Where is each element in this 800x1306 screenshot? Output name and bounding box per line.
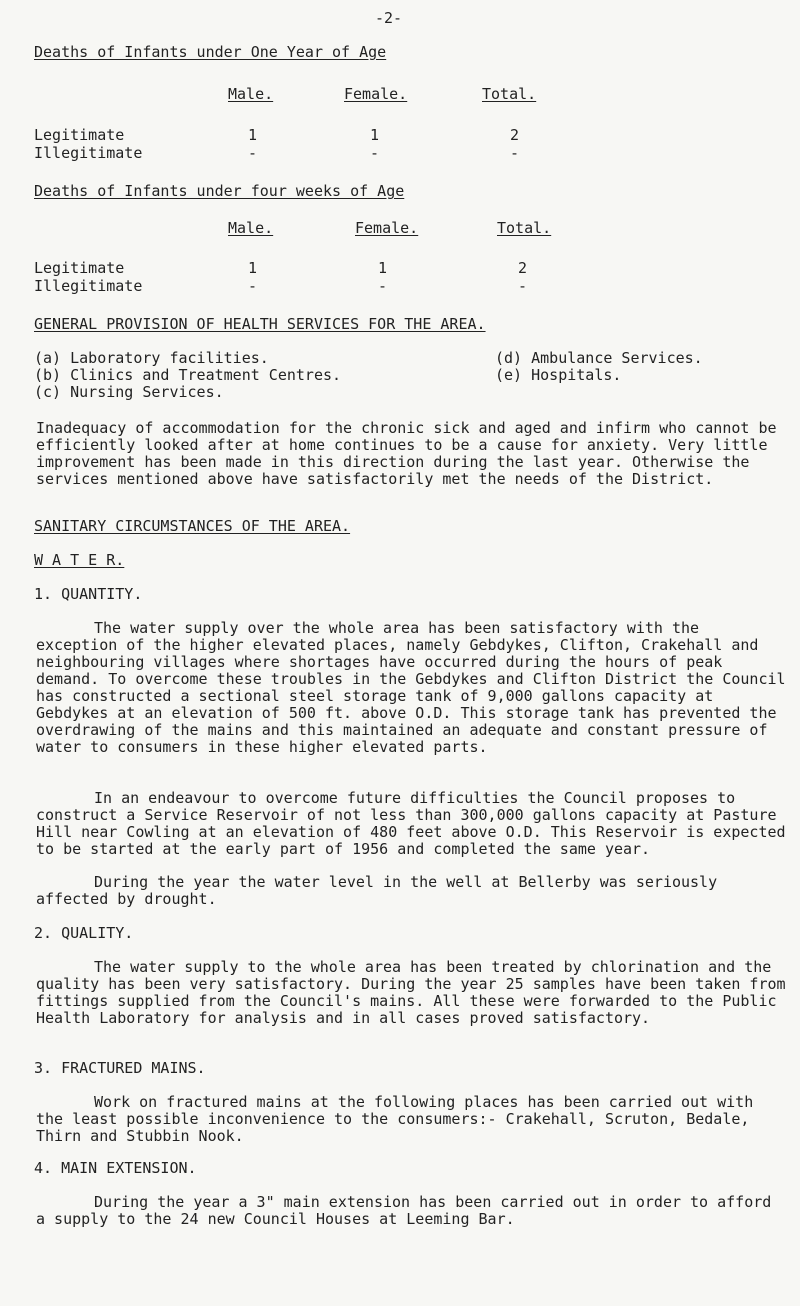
col-total: Total. — [497, 219, 552, 237]
row-female: 1 — [370, 126, 380, 144]
quantity-text-3: During the year the water level in the well at Bellerby was seriously affected by drought. — [36, 873, 718, 908]
row-total: 2 — [510, 126, 520, 144]
general-provision-heading: GENERAL PROVISION OF HEALTH SERVICES FOR THE AREA. — [34, 315, 486, 333]
row-total: - — [518, 277, 528, 295]
infant-deaths-4wk-heading: Deaths of Infants under four weeks of Age — [34, 182, 405, 200]
quality-heading: 2. QUALITY. — [34, 924, 134, 942]
quantity-text-1: The water supply over the whole area has been satisfactory with the exception of the higher elevated places, namely Gebdykes, Clifton, Crakehall and neighbouring villages where shortages have occurred during the hours of peak demand. To overcome these troubles in the Gebdykes and Clifton District the Council has constructed a sectional steel storage tank of 9,000 gallons capacity at Gebdykes at an elevation of 500 ft. above O.D. This storage tank has prevented the overdrawing of the mains and this maintained an adequate and constant pressure of water to consumers in these higher elevated parts. — [36, 619, 786, 756]
col-male: Male. — [228, 85, 274, 103]
col-female: Female. — [344, 85, 408, 103]
provision-text: Inadequacy of accommodation for the chronic sick and aged and infirm who cannot be efficiently looked after at home continues to be a cause for anxiety. Very little improvement has been made in this direction during the last year. Otherwise the services mentioned above have satisfactorily met the needs of the District. — [36, 419, 777, 488]
row-female: 1 — [378, 259, 388, 277]
sanitary-heading: SANITARY CIRCUMSTANCES OF THE AREA. — [34, 517, 351, 535]
extension-paragraph — [36, 1194, 788, 1228]
row-label: Illegitimate — [34, 144, 143, 162]
extension-heading: 4. MAIN EXTENSION. — [34, 1159, 197, 1177]
provision-item-e: (e) Hospitals. — [495, 366, 622, 384]
provision-item-c: (c) Nursing Services. — [34, 383, 224, 401]
row-male: - — [248, 277, 258, 295]
col-male: Male. — [228, 219, 274, 237]
row-total: 2 — [518, 259, 528, 277]
provision-item-d: (d) Ambulance Services. — [495, 349, 703, 367]
quantity-text-2: In an endeavour to overcome future difficulties the Council proposes to construct a Service Reservoir of not less than 300,000 gallons capacity at Pasture Hill near Cowling at an elevation of 480 feet above O.D. This Reservoir is expected to be started at the early part of 1956 and completed the same year. — [36, 789, 786, 858]
row-label: Legitimate — [34, 126, 125, 144]
col-female: Female. — [355, 219, 419, 237]
page-number: -2- — [375, 9, 403, 27]
row-label: Illegitimate — [34, 277, 143, 295]
provision-item-b: (b) Clinics and Treatment Centres. — [34, 366, 342, 384]
row-male: 1 — [248, 126, 258, 144]
fractured-heading: 3. FRACTURED MAINS. — [34, 1059, 206, 1077]
quantity-paragraph-1 — [36, 620, 788, 756]
col-total: Total. — [482, 85, 537, 103]
row-female: - — [370, 144, 380, 162]
provision-paragraph — [36, 420, 788, 488]
provision-item-a: (a) Laboratory facilities. — [34, 349, 269, 367]
quantity-paragraph-2 — [36, 790, 788, 858]
quantity-heading: 1. QUANTITY. — [34, 585, 143, 603]
row-label: Legitimate — [34, 259, 125, 277]
water-heading: W A T E R. — [34, 551, 125, 569]
fractured-text: Work on fractured mains at the following places has been carried out with the least possible inconvenience to the consumers:- Crakehall, Scruton, Bedale, Thirn and Stubbin Nook. — [36, 1093, 754, 1145]
quantity-paragraph-3 — [36, 874, 788, 908]
quality-paragraph — [36, 959, 788, 1027]
quality-text: The water supply to the whole area has been treated by chlorination and the quality has been very satisfactory. During the year 25 samples have been taken from fittings supplied from the Council's mains. All these were forwarded to the Public Health Laboratory for analysis and in all cases proved satisfactory. — [36, 958, 786, 1027]
infant-deaths-1yr-heading: Deaths of Infants under One Year of Age — [34, 43, 387, 61]
fractured-paragraph — [36, 1094, 788, 1145]
row-female: - — [378, 277, 388, 295]
row-male: 1 — [248, 259, 258, 277]
row-total: - — [510, 144, 520, 162]
row-male: - — [248, 144, 258, 162]
extension-text: During the year a 3" main extension has been carried out in order to afford a supply to the 24 new Council Houses at Leeming Bar. — [36, 1193, 772, 1228]
